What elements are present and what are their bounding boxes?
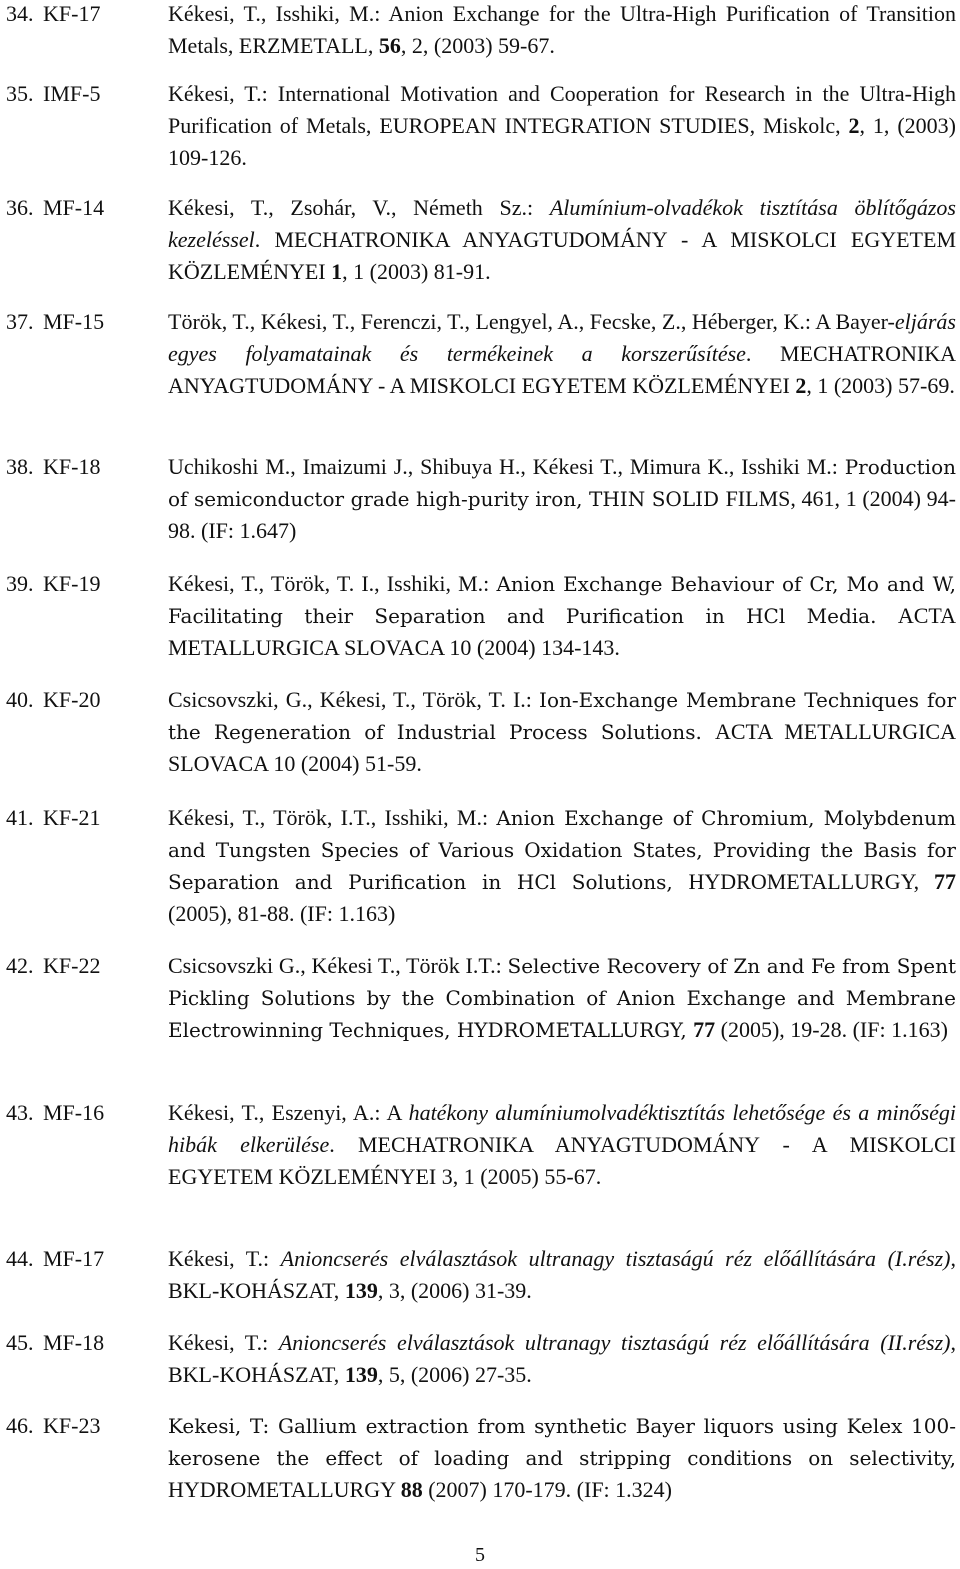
entry-code: MF-14	[43, 195, 105, 220]
citation-segment: Kékesi, T.:	[168, 1246, 281, 1271]
entry-citation	[168, 950, 956, 1046]
citation-segment: FILMS, 461, 1 (2004) 94-98. (IF: 1.647)	[168, 486, 956, 543]
entry-code: MF-16	[43, 1100, 105, 1125]
citation-segment: (2005), 81-88. (IF: 1.163)	[168, 901, 396, 926]
entry-citation	[168, 78, 956, 174]
entry-citation	[168, 1243, 956, 1307]
entry-code: KF-17	[43, 1, 101, 26]
citation-segment: 77	[693, 1017, 716, 1042]
citation-segment: 2	[795, 373, 807, 398]
citation-segment: Anion Exchange Behaviour of Cr, Mo and W, Facilitating their Separation and Purification in HCl Media.	[168, 572, 956, 628]
citation-segment: 1	[331, 259, 343, 284]
citation-segment: , 5, (2006) 27-35.	[377, 1362, 532, 1387]
citation-segment: . MECHATRONIKA ANYAGTUDOMÁNY - A MISKOLCI EGYETEM KÖZLEMÉNYEI	[168, 341, 956, 398]
citation-segment: HYDROMETALLURGY,	[688, 869, 934, 894]
entry-number: 42.	[6, 953, 34, 978]
citation-segment: , BKL-KOHÁSZAT,	[168, 1246, 956, 1303]
entry-number: 46.	[6, 1413, 34, 1438]
entry-citation	[168, 684, 956, 780]
entry-citation	[168, 1097, 956, 1193]
citation-segment: 88	[400, 1477, 423, 1502]
entry-number: 38.	[6, 454, 34, 479]
entry-number: 40.	[6, 687, 34, 712]
citation-segment: . MECHATRONIKA ANYAGTUDOMÁNY - A MISKOLCI EGYETEM KÖZLEMÉNYEI 3, 1 (2005) 55-67.	[168, 1132, 956, 1189]
citation-segment: 139	[344, 1278, 378, 1303]
citation-segment: Csicsovszki G., Kékesi T., Török I.T.:	[168, 953, 508, 978]
entry-code: MF-18	[43, 1330, 105, 1355]
citation-segment: , 1, (2003) 109-126.	[168, 113, 956, 170]
citation-segment: ACTA METALLURGICA SLOVACA 10 (2004) 51-59.	[168, 719, 956, 776]
entry-code: KF-19	[43, 571, 101, 596]
entry-number: 43.	[6, 1100, 34, 1125]
citation-segment: HYDROMETALLURGY	[168, 1477, 401, 1502]
citation-segment: eljárás egyes folyamatainak és termékeinek a korszerűsítése	[168, 309, 956, 366]
entry-code: MF-17	[43, 1246, 105, 1271]
citation-segment: , BKL-KOHÁSZAT,	[168, 1330, 956, 1387]
citation-segment: Anion Exchange of Chromium, Molybdenum and Tungsten Species of Various Oxidation States, Providing the Basis for Separation and Purification in HCl Solutions,	[168, 806, 956, 894]
entry-number: 34.	[6, 1, 34, 26]
citation-segment: , 3, (2006) 31-39.	[377, 1278, 532, 1303]
citation-segment: . MECHATRONIKA ANYAGTUDOMÁNY - A MISKOLCI EGYETEM KÖZLEMÉNYEI	[168, 227, 956, 284]
entry-code: KF-18	[43, 454, 101, 479]
citation-segment: Kékesi, T., Török, T. I., Isshiki, M.:	[168, 571, 497, 596]
entry-code: MF-15	[43, 309, 105, 334]
citation-segment: Kékesi, T.:	[168, 1330, 279, 1355]
citation-segment: hatékony alumíniumolvadéktisztítás lehetősége és a minőségi hibák elkerülése	[168, 1100, 957, 1157]
citation-segment: Anioncserés elválasztások ultranagy tisztaságú réz előállítására (II.rész)	[278, 1330, 951, 1355]
entry-number: 35.	[6, 81, 34, 106]
entry-code: IMF-5	[43, 81, 101, 106]
entry-citation	[168, 306, 956, 402]
entry-citation	[168, 0, 956, 62]
citation-segment: Selective Recovery of Zn and Fe from Spent Pickling Solutions by the Combination of Anion Exchange and Membrane Electrowinning Techniques, HYDROMETALLURGY,	[168, 954, 956, 1042]
entry-citation	[168, 451, 956, 547]
citation-segment: ACTA METALLURGICA SLOVACA 10 (2004) 134-143.	[168, 603, 956, 660]
citation-segment: (2007) 170-179. (IF: 1.324)	[422, 1477, 672, 1502]
page-number: 5	[475, 1544, 485, 1566]
entry-number: 37.	[6, 309, 34, 334]
citation-segment: Török, T., Kékesi, T., Ferenczi, T., Lengyel, A., Fecske, Z., Héberger, K.: A Bayer-	[168, 309, 895, 334]
citation-segment: Kékesi, T.: International Motivation and Cooperation for Research in the Ultra-High Purification of Metals, EUROPEAN INTEGRATION STUDIES, Miskolc,	[168, 81, 956, 138]
entry-code: KF-21	[43, 805, 101, 830]
citation-segment: 2	[848, 113, 860, 138]
entry-number: 45.	[6, 1330, 34, 1355]
entry-number: 36.	[6, 195, 34, 220]
entry-citation	[168, 802, 956, 930]
citation-segment: Csicsovszki, G., Kékesi, T., Török, T. I.:	[168, 687, 540, 712]
entry-citation	[168, 1410, 956, 1506]
citation-segment: 139	[344, 1362, 378, 1387]
entry-citation	[168, 1327, 956, 1391]
citation-segment: Alumínium-olvadékok tisztítása öblítőgázos kezeléssel	[168, 195, 956, 252]
citation-segment: Production of semiconductor grade high-purity iron, THIN SOLID	[168, 455, 956, 511]
entry-citation	[168, 568, 956, 664]
citation-segment: Kekesi, T: Gallium extraction from synthetic Bayer liquors using Kelex 100-kerosene the effect of loading and stripping conditions on selectivity,	[168, 1414, 956, 1470]
citation-segment: Ion-Exchange Membrane Techniques for the Regeneration of Industrial Process Solutions.	[168, 688, 957, 744]
entry-number: 41.	[6, 805, 34, 830]
citation-segment: Kékesi, T., Eszenyi, A.: A	[168, 1100, 409, 1125]
citation-segment: (2005), 19-28. (IF: 1.163)	[715, 1017, 948, 1042]
citation-segment: 77	[934, 869, 956, 894]
citation-segment: Kékesi, T., Török, I.T., Isshiki, M.:	[168, 805, 497, 830]
citation-segment: Kékesi, T., Zsohár, V., Németh Sz.:	[168, 195, 550, 220]
entry-code: KF-20	[43, 687, 101, 712]
citation-segment: 56	[378, 33, 401, 58]
entry-number: 44.	[6, 1246, 34, 1271]
citation-segment: , 2, (2003) 59-67.	[400, 33, 555, 58]
entry-citation	[168, 192, 956, 288]
entry-code: KF-23	[43, 1413, 101, 1438]
entry-number: 39.	[6, 571, 34, 596]
citation-segment: , 1 (2003) 57-69.	[806, 373, 955, 398]
citation-segment: Kékesi, T., Isshiki, M.: Anion Exchange for the Ultra-High Purification of Transition Metals, ERZMETALL,	[168, 1, 956, 58]
citation-segment: , 1 (2003) 81-91.	[342, 259, 491, 284]
entry-code: KF-22	[43, 953, 101, 978]
citation-segment: Anioncserés elválasztások ultranagy tisztaságú réz előállítására (I.rész)	[280, 1246, 951, 1271]
citation-segment: Uchikoshi M., Imaizumi J., Shibuya H., Kékesi T., Mimura K., Isshiki M.:	[168, 454, 845, 479]
